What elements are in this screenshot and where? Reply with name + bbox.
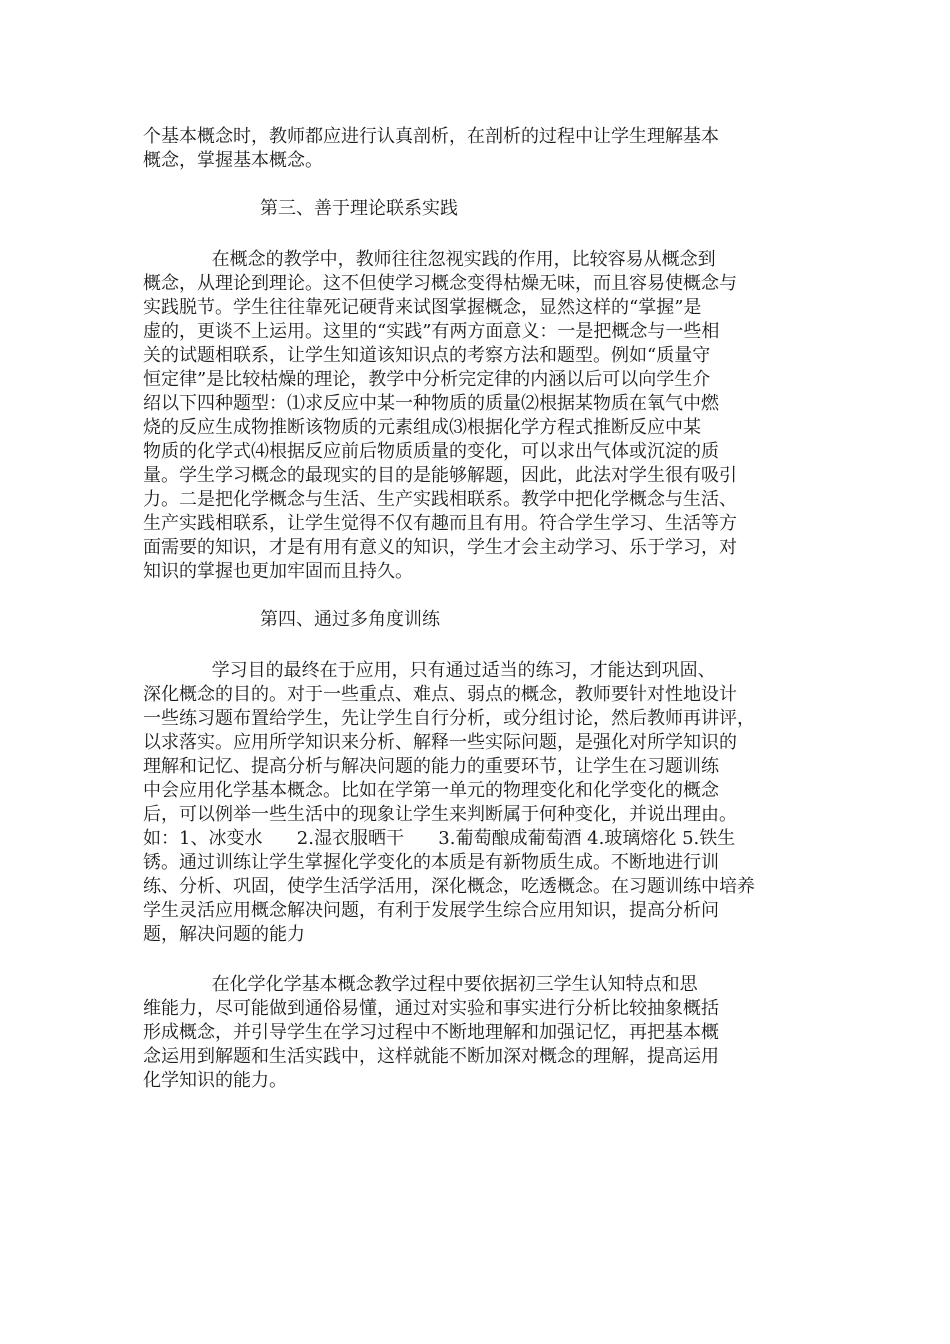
text-line: 题，解决问题的能力 <box>143 924 305 945</box>
document-page <box>143 125 815 1093</box>
text-line: 恒定律”是比较枯燥的理论，教学中分析完定律的内涵以后可以向学生介 <box>143 369 711 390</box>
section-heading-4 <box>143 608 815 632</box>
text-line: 力。二是把化学概念与生活、生产实践相联系。教学中把化学概念与生活、 <box>143 489 737 510</box>
heading-text: 第三、善于理论联系实践 <box>260 198 458 219</box>
text-line: 生产实践相联系，让学生觉得不仅有趣而且有用。符合学生学习、生活等方 <box>143 513 737 534</box>
text-line: 化学知识的能力。 <box>143 1070 287 1091</box>
text-line: 以求落实。应用所学知识来分析、解释一些实际问题，是强化对所学知识的 <box>143 732 737 753</box>
text-line: 维能力，尽可能做到通俗易懂，通过对实验和事实进行分析比较抽象概括 <box>143 998 719 1019</box>
text-line: 烧的反应生成物推断该物质的元素组成⑶根据化学方程式推断反应中某 <box>143 417 701 438</box>
text-line: 后，可以例举一些生活中的现象让学生来判断属于何种变化，并说出理由。 <box>143 804 737 825</box>
paragraph-intro <box>143 125 815 173</box>
text-line: 练、分析、巩固，使学生活学活用，深化概念，吃透概念。在习题训练中培养 <box>143 876 755 897</box>
text-line: 一些练习题布置给学生，先让学生自行分析，或分组讨论，然后教师再讲评， <box>143 708 755 729</box>
text-line: 个基本概念时，教师都应进行认真剖析，在剖析的过程中让学生理解基本 <box>143 126 719 147</box>
text-line: 关的试题相联系，让学生知道该知识点的考察方法和题型。例如“质量守 <box>143 345 711 366</box>
text-line: 面需要的知识，才是有用有意义的知识，学生才会主动学习、乐于学习，对 <box>143 537 737 558</box>
paragraph-section-4 <box>143 659 815 947</box>
text-line: 中会应用化学基本概念。比如在学第一单元的物理变化和化学变化的概念 <box>143 780 719 801</box>
text-line: 概念，掌握基本概念。 <box>143 150 323 171</box>
text-line: 绍以下四种题型：⑴求反应中某一种物质的质量⑵根据某物质在氧气中燃 <box>143 393 719 414</box>
text-line: 在化学化学基本概念教学过程中要依据初三学生认知特点和思 <box>143 974 698 995</box>
text-line: 知识的掌握也更加牢固而且持久。 <box>143 561 413 582</box>
text-line: 理解和记忆、提高分析与解决问题的能力的重要环节，让学生在习题训练 <box>143 756 719 777</box>
text-line: 锈。通过训练让学生掌握化学变化的本质是有新物质生成。不断地进行训 <box>143 852 719 873</box>
text-line: 虚的，更谈不上运用。这里的“实践”有两方面意义：一是把概念与一些相 <box>143 321 720 342</box>
text-line: 量。学生学习概念的最现实的目的是能够解题，因此，此法对学生很有吸引 <box>143 465 737 486</box>
text-line: 在概念的教学中，教师往往忽视实践的作用，比较容易从概念到 <box>143 249 716 270</box>
text-line: 念运用到解题和生活实践中，这样就能不断加深对概念的理解，提高运用 <box>143 1046 719 1067</box>
paragraph-section-3 <box>143 248 815 584</box>
text-line: 学习目的最终在于应用，只有通过适当的练习，才能达到巩固、 <box>143 660 716 681</box>
heading-text: 第四、通过多角度训练 <box>260 609 440 630</box>
text-line: 物质的化学式⑷根据反应前后物质质量的变化，可以求出气体或沉淀的质 <box>143 441 719 462</box>
section-heading-3 <box>143 197 815 221</box>
paragraph-conclusion <box>143 973 815 1093</box>
text-line: 深化概念的目的。对于一些重点、难点、弱点的概念，教师要针对性地设计 <box>143 684 737 705</box>
text-line: 概念，从理论到理论。这不但使学习概念变得枯燥无味，而且容易使概念与 <box>143 273 737 294</box>
text-line: 学生灵活应用概念解决问题，有利于发展学生综合应用知识，提高分析问 <box>143 900 719 921</box>
text-line: 形成概念，并引导学生在学习过程中不断地理解和加强记忆，再把基本概 <box>143 1022 719 1043</box>
text-line: 如：1、冰变水 2.湿衣服晒干 3.葡萄酿成葡萄酒 4.玻璃熔化 5.铁生 <box>143 828 736 849</box>
text-line: 实践脱节。学生往往靠死记硬背来试图掌握概念，显然这样的“掌握”是 <box>143 297 702 318</box>
